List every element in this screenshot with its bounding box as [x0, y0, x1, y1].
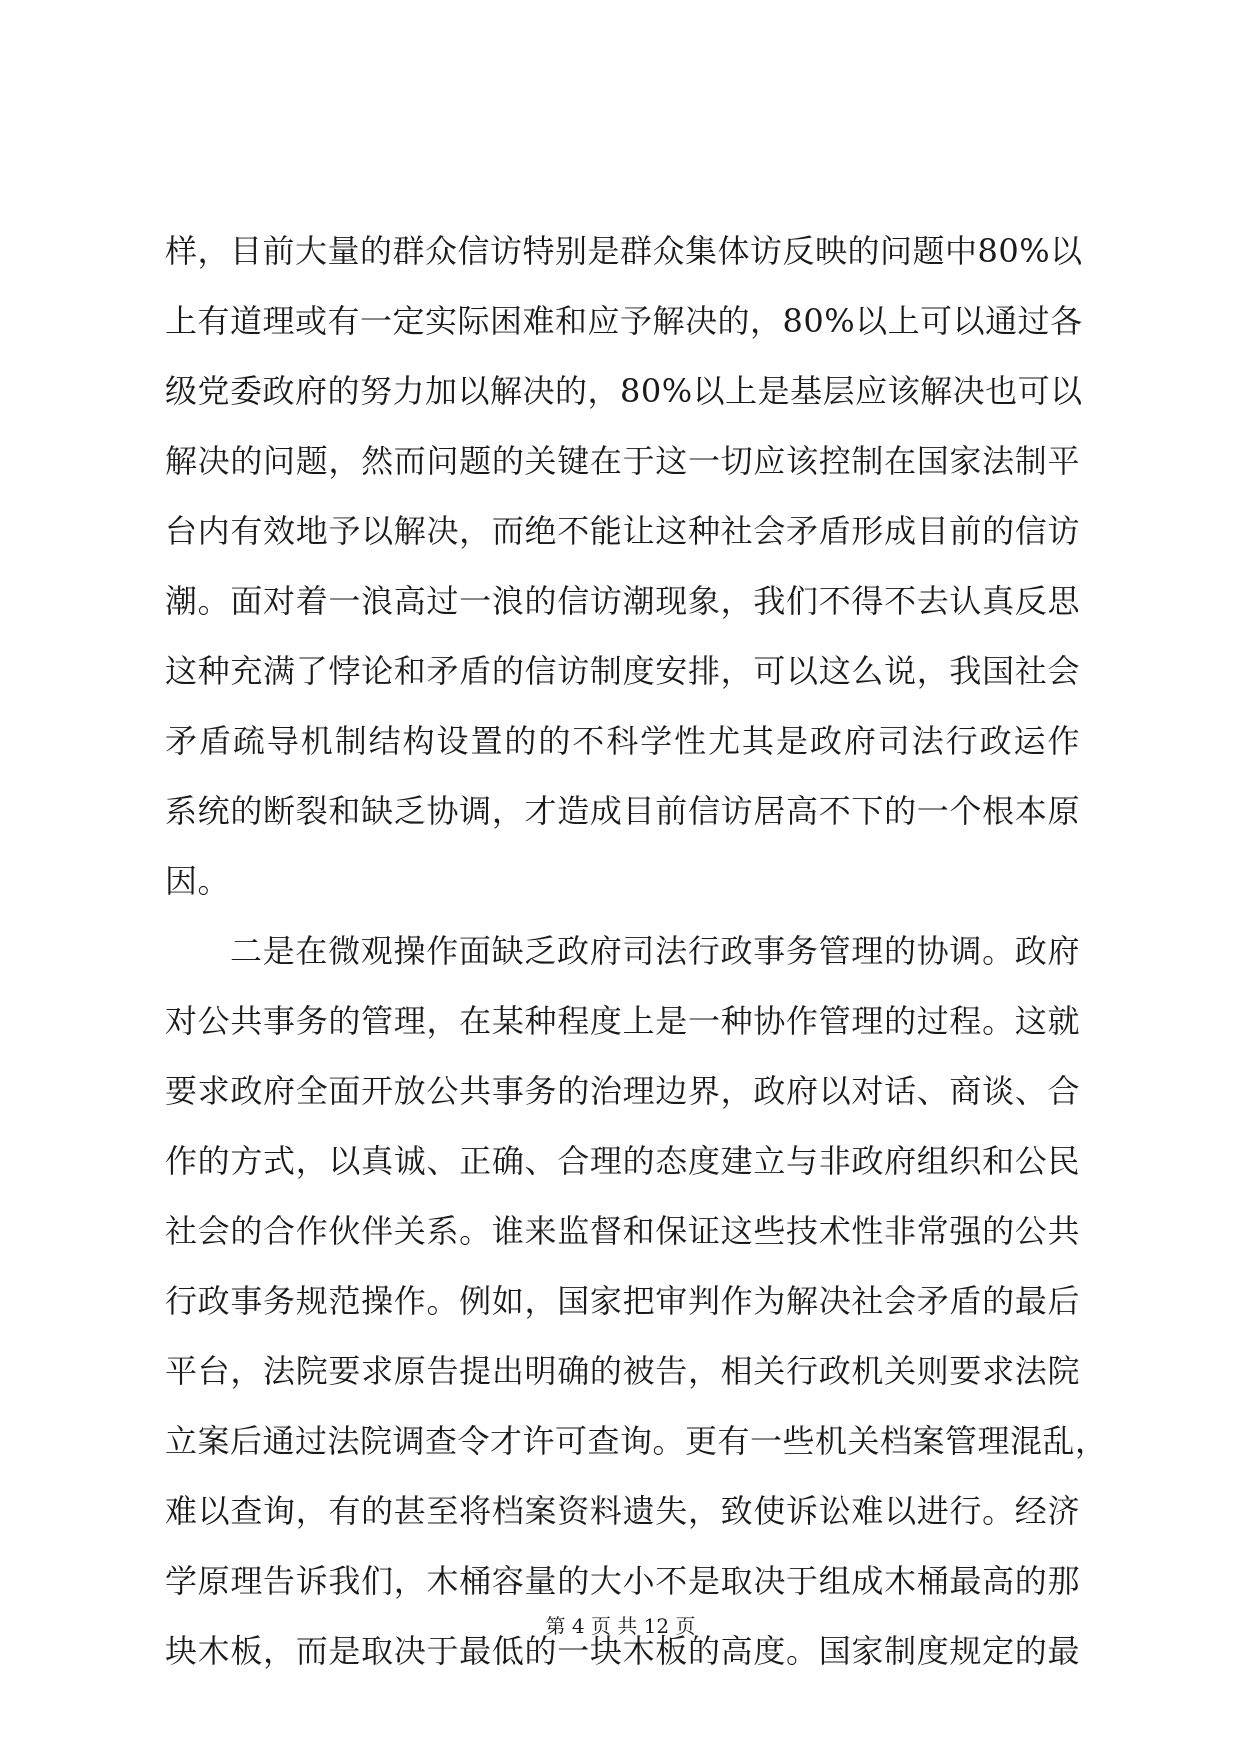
- page-number-label: 第 4 页 共 12 页: [545, 1614, 696, 1638]
- text-line: 台内有效地予以解决，而绝不能让这种社会矛盾形成目前的信访: [165, 512, 1080, 550]
- text-line: 要求政府全面开放公共事务的治理边界，政府以对话、商谈、合: [165, 1072, 1080, 1110]
- text-line: 对公共事务的管理，在某种程度上是一种协作管理的过程。这就: [165, 1002, 1080, 1040]
- text-line: 块木板，而是取决于最低的一块木板的高度。国家制度规定的最: [165, 1632, 1080, 1670]
- text-line: 解决的问题，然而问题的关键在于这一切应该控制在国家法制平: [165, 442, 1080, 480]
- text-line: 上有道理或有一定实际困难和应予解决的，80%以上可以通过各: [165, 302, 1083, 340]
- text-line: 系统的断裂和缺乏协调，才造成目前信访居高不下的一个根本原: [165, 792, 1080, 830]
- text-line: 作的方式，以真诚、正确、合理的态度建立与非政府组织和公民: [165, 1142, 1080, 1180]
- body-text: [165, 228, 1108, 1698]
- text-line: 学原理告诉我们，木桶容量的大小不是取决于组成木桶最高的那: [165, 1562, 1080, 1600]
- text-line: 矛盾疏导机制结构设置的的不科学性尤其是政府司法行政运作: [165, 722, 1080, 760]
- paragraph-first-line: 二是在微观操作面缺乏政府司法行政事务管理的协调。政府: [230, 932, 1080, 970]
- text-line: 平台，法院要求原告提出明确的被告，相关行政机关则要求法院: [165, 1352, 1080, 1390]
- text-line: 难以查询，有的甚至将档案资料遗失，致使诉讼难以进行。经济: [165, 1492, 1080, 1530]
- text-line: 级党委政府的努力加以解决的，80%以上是基层应该解决也可以: [165, 372, 1083, 410]
- text-line: 因。: [165, 862, 231, 900]
- text-line: 这种充满了悖论和矛盾的信访制度安排，可以这么说，我国社会: [165, 652, 1080, 690]
- page-footer: [0, 1610, 1241, 1639]
- text-line: 行政事务规范操作。例如，国家把审判作为解决社会矛盾的最后: [165, 1282, 1080, 1320]
- text-line: 潮。面对着一浪高过一浪的信访潮现象，我们不得不去认真反思: [165, 582, 1080, 620]
- text-line: 立案后通过法院调查令才许可查询。更有一些机关档案管理混乱，: [165, 1422, 1108, 1460]
- text-line: 社会的合作伙伴关系。谁来监督和保证这些技术性非常强的公共: [165, 1212, 1080, 1250]
- text-line: 样，目前大量的群众信访特别是群众集体访反映的问题中80%以: [165, 232, 1083, 270]
